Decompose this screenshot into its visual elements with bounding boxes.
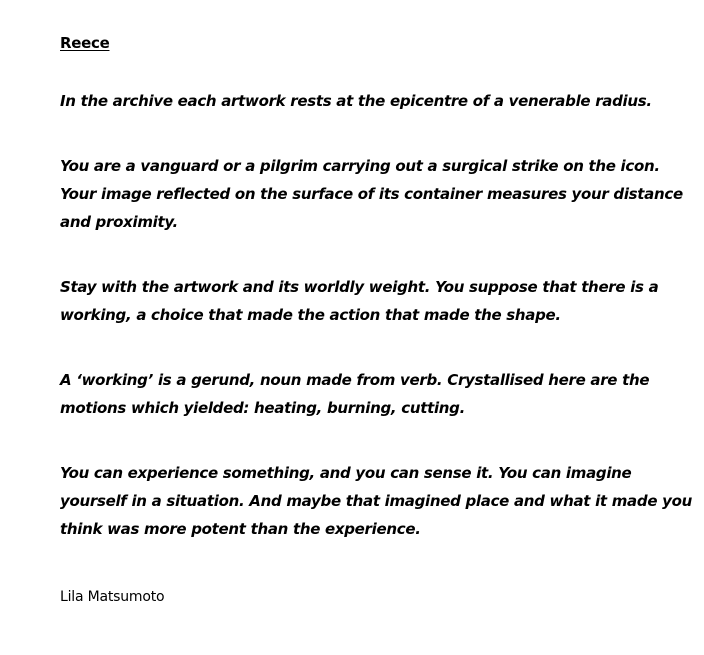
paragraph-1 [60,87,692,115]
paragraph-line: working, a choice that made the action that made the shape. [60,306,561,324]
paragraph-line: yourself in a situation. And maybe that imagined place and what it made you [60,492,692,510]
paragraph-line: Stay with the artwork and its worldly weight. You suppose that there is a [60,278,659,296]
paragraph-line: In the archive each artwork rests at the epicentre of a venerable radius. [60,92,652,110]
paragraph-line: A ‘working’ is a gerund, noun made from verb. Crystallised here are the [60,371,650,389]
paragraph-line: You can experience something, and you can sense it. You can imagine [60,464,632,482]
paragraph-3 [60,273,692,329]
document-title: Reece [60,34,110,52]
paragraph-line: Your image reflected on the surface of its container measures your distance [60,185,683,203]
paragraph-line: You are a vanguard or a pilgrim carrying out a surgical strike on the icon. [60,157,660,175]
author-name: Lila Matsumoto [60,589,165,605]
paragraph-4 [60,366,692,422]
paragraph-2 [60,152,692,236]
paragraph-line: motions which yielded: heating, burning, cutting. [60,399,466,417]
document-body [60,32,692,608]
paragraph-line: think was more potent than the experience. [60,520,421,538]
paragraph-line: and proximity. [60,213,178,231]
paragraph-5 [60,459,692,543]
